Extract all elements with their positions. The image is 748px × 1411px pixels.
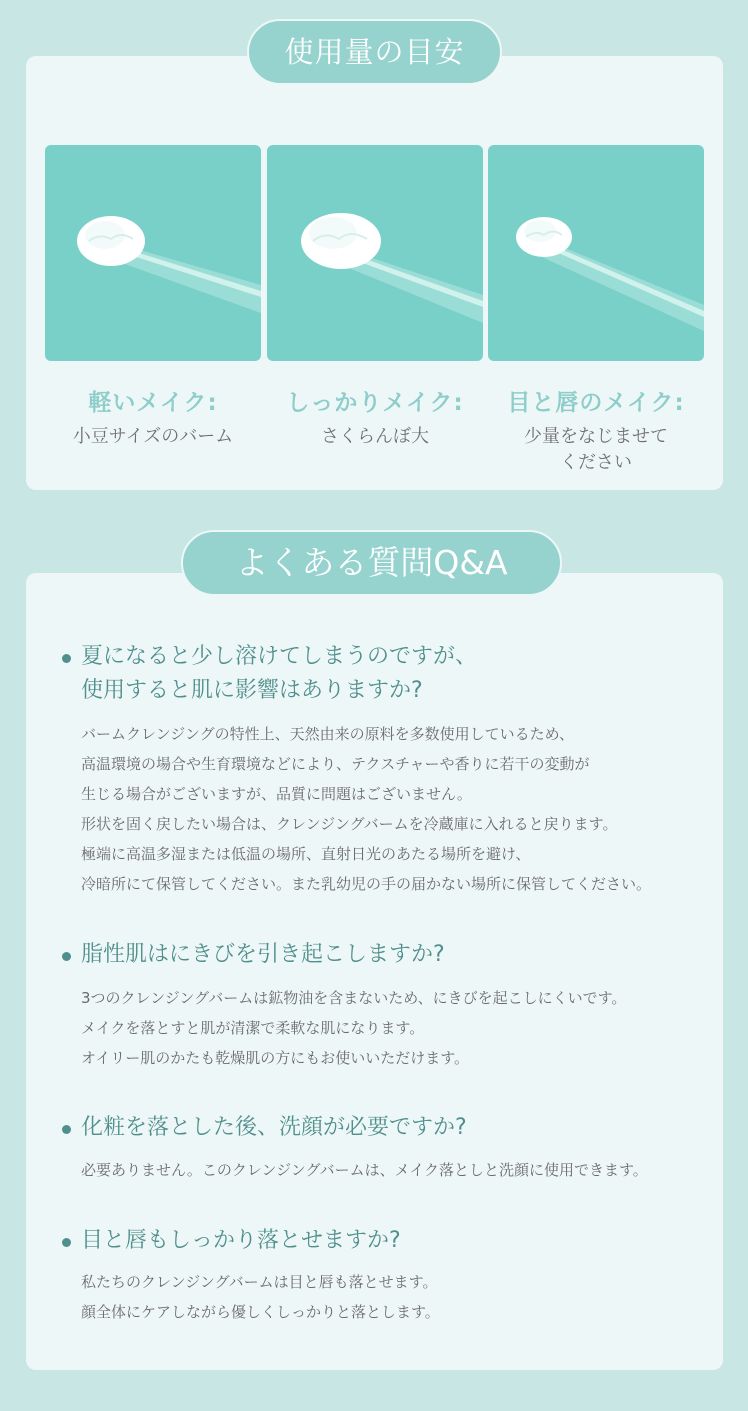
- faq-question-4: [62, 1224, 401, 1258]
- faq-question-3: [62, 1111, 467, 1145]
- faq-answer-3: 必要ありません。このクレンジングバームは、メイク落としと洗顔に使用できます。: [81, 1161, 648, 1179]
- bullet-icon: [62, 1238, 71, 1247]
- usage-text-heavy: さくらんぼ大: [321, 426, 429, 447]
- faq-question-2: [62, 938, 445, 972]
- faq-question-text: 化粧を落とした後、洗顔が必要ですか?: [81, 1115, 467, 1140]
- usage-text-light: 小豆サイズのバーム: [72, 426, 234, 447]
- usage-photo-light: [45, 145, 261, 361]
- faq-question-text: 夏になると少し溶けてしまうのですが、 使用すると肌に影響はありますか?: [81, 644, 478, 703]
- bullet-icon: [62, 654, 71, 663]
- usage-title-eyes-lips: 目と唇のメイク:: [507, 390, 685, 416]
- faq-question-text: 目と唇もしっかり落とせますか?: [81, 1228, 401, 1253]
- faq-answer-4: 私たちのクレンジングバームは目と唇も落とせます。 顔全体にケアしながら優しくしっかりと落とします。: [81, 1273, 440, 1321]
- faq-question-text: 脂性肌はにきびを引き起こしますか?: [81, 942, 445, 967]
- usage-photo-eyes-lips: [488, 145, 704, 361]
- bullet-icon: [62, 952, 71, 961]
- usage-heading: 使用量の目安: [247, 19, 502, 85]
- bullet-icon: [62, 1125, 71, 1134]
- usage-title-heavy: しっかりメイク:: [286, 390, 464, 416]
- usage-text-eyes-lips: 少量をなじませて ください: [524, 426, 668, 473]
- faq-heading: よくある質問Q&A: [181, 530, 562, 596]
- faq-question-1: [62, 640, 477, 708]
- faq-answer-1: バームクレンジングの特性上、天然由来の原料を多数使用しているため、 高温環境の場合や生育環境などにより、テクスチャーや香りに若干の変動が 生じる場合がございますが、品質に問題はございません。 形状を固く戻したい場合は、クレンジングバームを冷蔵庫に入れると戻ります。 極端に高温多湿または低温の場所、直射日光のあたる場所を避け、 冷暗所にて保管してください。また乳幼児の手の届かない場所に保管してください。: [81, 725, 652, 893]
- usage-title-light: 軽いメイク:: [88, 390, 218, 416]
- faq-answer-2: 3つのクレンジングバームは鉱物油を含まないため、にきびを起こしにくいです。 メイクを落とすと肌が清潔で柔軟な肌になります。 オイリー肌のかたも乾燥肌の方にもお使いいただけます。: [81, 989, 627, 1067]
- usage-photo-heavy: [267, 145, 483, 361]
